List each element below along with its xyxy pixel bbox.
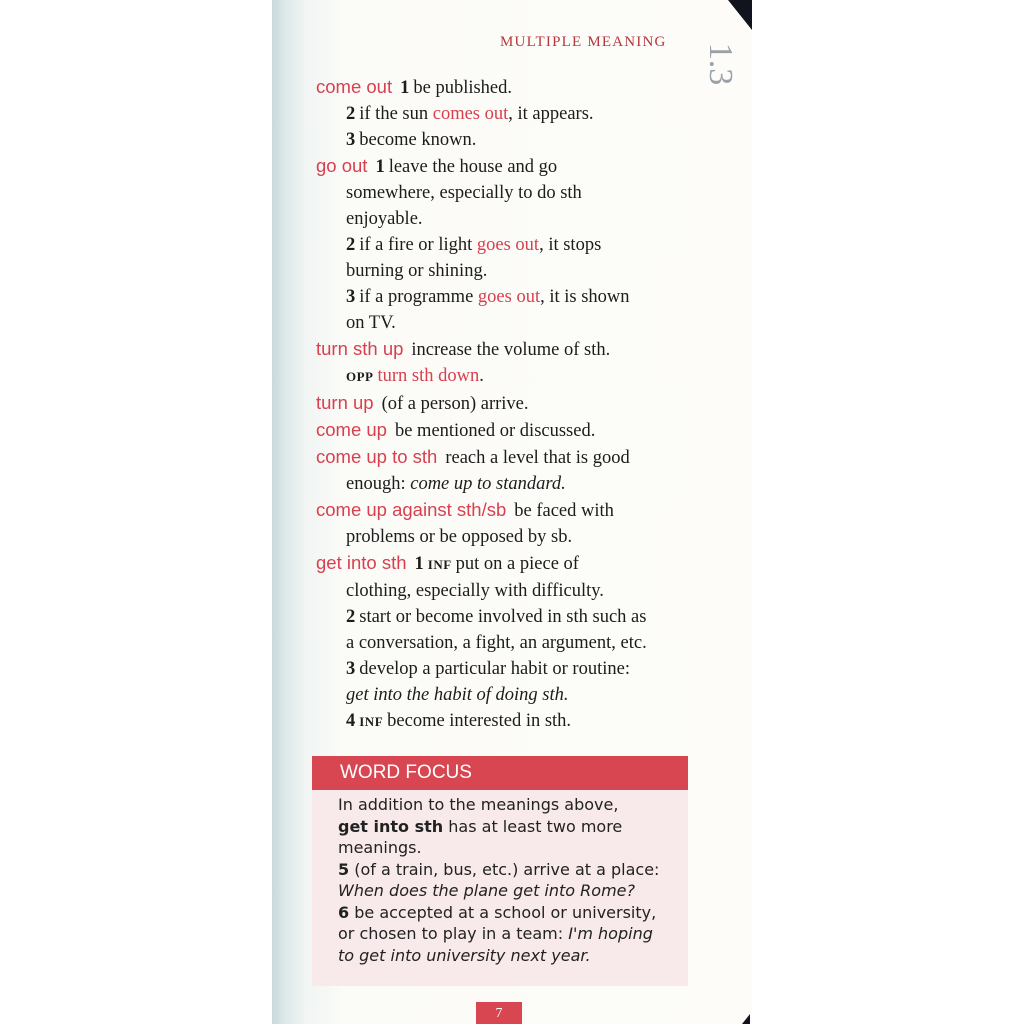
sense-line: burning or shining.	[346, 261, 488, 281]
wf-line: meanings.	[338, 838, 422, 857]
sense-line: a conversation, a fight, an argument, etc.	[346, 633, 647, 653]
section-number: 1.3	[702, 42, 739, 86]
sense-line: clothing, especially with difficulty.	[346, 581, 604, 601]
wf-example: to get into university next year.	[338, 945, 591, 965]
background-corner	[728, 0, 752, 30]
register-label: INF	[359, 714, 384, 729]
sense-line: enough: come up to standard.	[346, 474, 566, 494]
sense-line: 3 develop a particular habit or routine:	[346, 659, 630, 679]
headword: get into sth	[316, 552, 407, 573]
wf-example: When does the plane get into Rome?	[338, 881, 635, 900]
page-number: 7	[476, 1002, 522, 1024]
headword: come out	[316, 76, 393, 97]
entry-come-out: come out 1 be published.	[316, 76, 513, 98]
register-label: INF	[427, 557, 452, 572]
entry-go-out: go out 1 leave the house and go	[316, 155, 558, 177]
sense-line: 3 become known.	[346, 130, 477, 150]
dictionary-entries	[316, 74, 688, 735]
entry-get-into-sth: get into sth 1 INF put on a piece of	[316, 552, 579, 574]
headword: turn sth up	[316, 338, 404, 359]
headword: turn up	[316, 392, 374, 413]
sense-line: problems or be opposed by sb.	[346, 527, 573, 547]
sense-line: enjoyable.	[346, 209, 423, 229]
background-corner-bottom	[742, 1014, 750, 1024]
sense-line: 2 if a fire or light goes out, it stops	[346, 235, 602, 255]
headword: go out	[316, 155, 368, 176]
headword: come up	[316, 419, 387, 440]
sense-line: 3 if a programme goes out, it is shown	[346, 287, 630, 307]
headword: come up to sth	[316, 446, 438, 467]
wf-line: 5 (of a train, bus, etc.) arrive at a place:	[338, 859, 660, 879]
opp-label: OPP	[346, 369, 374, 384]
headword: come up against sth/sb	[316, 499, 507, 520]
entry-come-up-against: come up against sth/sb be faced with	[316, 499, 614, 521]
wf-line: In addition to the meanings above,	[338, 795, 619, 814]
wf-line: get into sth has at least two more	[338, 816, 623, 836]
sense-line: 4 INF become interested in sth.	[346, 711, 572, 731]
entry-come-up-to-sth: come up to sth reach a level that is good	[316, 446, 630, 468]
word-focus-box	[312, 790, 688, 986]
entry-turn-up: turn up (of a person) arrive.	[316, 392, 529, 414]
wf-line: 6 be accepted at a school or university,	[338, 902, 657, 922]
example: get into the habit of doing sth.	[346, 685, 569, 705]
running-head: MULTIPLE MEANING	[500, 34, 667, 50]
word-focus-title: WORD FOCUS	[312, 756, 688, 790]
sense-line: 2 start or become involved in sth such as	[346, 607, 647, 627]
example: come up to standard.	[410, 474, 566, 494]
opposite-line: OPP turn sth down.	[346, 366, 484, 386]
sense-line: on TV.	[346, 313, 396, 333]
entry-turn-sth-up: turn sth up increase the volume of sth.	[316, 338, 611, 360]
sense-line: 2 if the sun comes out, it appears.	[346, 104, 594, 124]
entry-come-up: come up be mentioned or discussed.	[316, 419, 596, 441]
sense-line: somewhere, especially to do sth	[346, 183, 582, 203]
wf-line: or chosen to play in a team: I'm hoping	[338, 924, 653, 943]
